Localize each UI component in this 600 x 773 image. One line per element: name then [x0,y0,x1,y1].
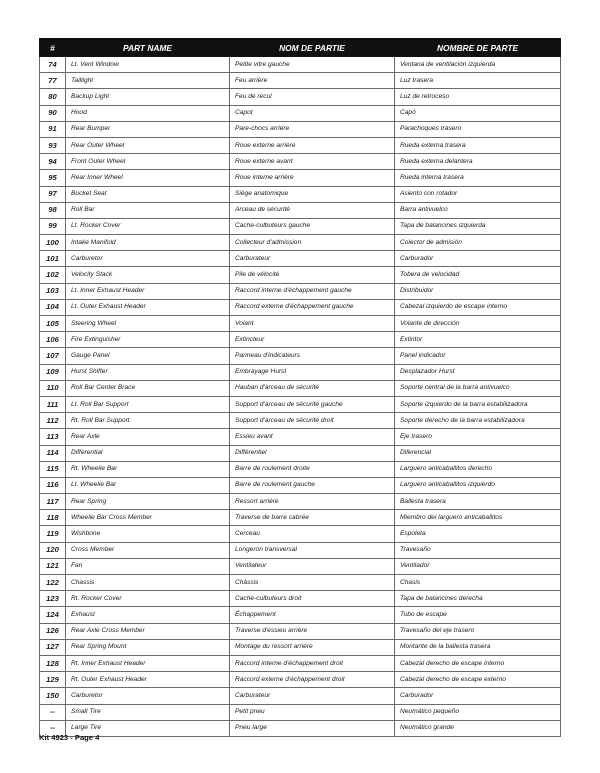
part-name-spanish: Capó [395,105,561,121]
part-name-french: Arceau de sécurité [230,202,395,218]
part-name-english: Rear Axle [66,429,230,445]
part-name-french: Châssis [230,575,395,591]
part-name-english: Lt. Outer Exhaust Header [66,299,230,315]
table-row [40,121,561,137]
part-number: 127 [40,639,66,655]
part-number: 113 [40,429,66,445]
table-row [40,364,561,380]
part-name-french: Longeron transversal [230,542,395,558]
part-number: 80 [40,89,66,105]
part-name-french: Siège anatomique [230,186,395,202]
table-row [40,170,561,186]
part-name-english: Chassis [66,575,230,591]
part-name-spanish: Ventana de ventilación izquierda [395,57,561,73]
part-name-spanish: Luz trasera [395,73,561,89]
part-name-english: Rt. Roll Bar Support [66,413,230,429]
part-name-spanish: Soporte derecho de la barra estabilizadora [395,413,561,429]
part-name-spanish: Neumático pequeño [395,704,561,720]
part-name-french: Cache-culbuteurs gauche [230,218,395,234]
part-name-english: Intake Manifold [66,235,230,251]
table-row [40,413,561,429]
part-name-spanish: Asiento con rotador [395,186,561,202]
part-name-spanish: Travesaño [395,542,561,558]
part-name-french: Volant [230,316,395,332]
part-name-french: Embrayage Hurst [230,364,395,380]
part-number: 74 [40,57,66,73]
table-row [40,720,561,736]
part-number: 107 [40,348,66,364]
table-row [40,623,561,639]
part-name-french: Collecteur d'admission [230,235,395,251]
table-row [40,591,561,607]
part-name-spanish: Montante de la ballesta trasera [395,639,561,655]
part-name-french: Cerceau [230,526,395,542]
part-name-english: Rear Outer Wheel [66,137,230,153]
table-row [40,461,561,477]
part-name-english: Cross Member [66,542,230,558]
part-name-french: Traverse de barre cabrée [230,510,395,526]
part-name-spanish: Neumático grande [395,720,561,736]
part-name-french: Support d'arceau de sécurité droit [230,413,395,429]
part-name-spanish: Carburador [395,251,561,267]
part-name-spanish: Barra antivuelco [395,202,561,218]
part-name-english: Bucket Seat [66,186,230,202]
part-number: 117 [40,494,66,510]
part-name-english: Large Tire [66,720,230,736]
part-name-spanish: Colector de admisión [395,235,561,251]
part-name-english: Rt. Rocker Cover [66,591,230,607]
part-name-english: Velocity Stack [66,267,230,283]
part-number: 116 [40,477,66,493]
part-number: 124 [40,607,66,623]
table-row [40,429,561,445]
table-row [40,380,561,396]
table-row [40,688,561,704]
part-number: 93 [40,137,66,153]
part-number: 77 [40,73,66,89]
part-name-french: Essieu avant [230,429,395,445]
table-row [40,299,561,315]
table-row [40,558,561,574]
part-name-spanish: Cabezal derecho de escape interno [395,655,561,671]
table-row [40,575,561,591]
part-name-spanish: Rueda interna trasera [395,170,561,186]
part-name-english: Lt. Vent Window [66,57,230,73]
table-row [40,704,561,720]
part-name-french: Barre de roulement gauche [230,477,395,493]
page-footer: Kit 4923 - Page 4 [39,733,100,742]
part-name-english: Gauge Panel [66,348,230,364]
part-name-english: Lt. Rocker Cover [66,218,230,234]
part-name-english: Wishbone [66,526,230,542]
part-name-spanish: Ballesta trasera [395,494,561,510]
part-name-french: Roue interne arrière [230,170,395,186]
part-name-spanish: Diferencial [395,445,561,461]
part-name-english: Exhaust [66,607,230,623]
part-name-french: Petit pneu [230,704,395,720]
part-name-spanish: Soporte central de la barra antivuelco [395,380,561,396]
part-name-french: Feu arrière [230,73,395,89]
part-name-spanish: Tapa de balancines izquierda [395,218,561,234]
part-name-french: Support d'arceau de sécurité gauche [230,396,395,412]
part-name-english: Fire Extinguisher [66,332,230,348]
part-name-spanish: Chasis [395,575,561,591]
part-name-spanish: Tubo de escape [395,607,561,623]
part-name-spanish: Volante de dirección [395,316,561,332]
table-row [40,445,561,461]
part-name-french: Ressort arrière [230,494,395,510]
part-name-english: Rt. Outer Exhaust Header [66,672,230,688]
part-name-french: Cache-culbuteurs droit [230,591,395,607]
part-name-spanish: Miembro del larguero anticaballitos [395,510,561,526]
part-number: 100 [40,235,66,251]
table-row [40,267,561,283]
part-name-french: Petite vitre gauche [230,57,395,73]
part-number: 91 [40,121,66,137]
part-name-spanish: Eje trasero [395,429,561,445]
table-row [40,348,561,364]
part-name-spanish: Panel indicador [395,348,561,364]
part-name-french: Roue externe avant [230,154,395,170]
part-name-french: Carburateur [230,688,395,704]
part-number: 109 [40,364,66,380]
part-number: -- [40,704,66,720]
part-name-spanish: Tobera de velocidad [395,267,561,283]
part-number: 101 [40,251,66,267]
part-name-spanish: Desplazador Hurst [395,364,561,380]
part-name-french: Ventilateur [230,558,395,574]
part-number: 98 [40,202,66,218]
part-name-french: Pneu large [230,720,395,736]
part-name-english: Carburetor [66,251,230,267]
part-name-english: Roll Bar [66,202,230,218]
part-name-spanish: Carburador [395,688,561,704]
part-name-spanish: Ventilador [395,558,561,574]
table-row [40,655,561,671]
part-number: 97 [40,186,66,202]
part-number: 123 [40,591,66,607]
part-name-spanish: Parachoques trasero [395,121,561,137]
parts-table-body [40,57,561,737]
part-number: 126 [40,623,66,639]
part-name-spanish: Espoleta [395,526,561,542]
table-row [40,251,561,267]
part-number: 102 [40,267,66,283]
part-number: 122 [40,575,66,591]
part-name-french: Hauban d'arceau de sécurité [230,380,395,396]
part-name-english: Fan [66,558,230,574]
part-name-french: Barre de roulement droite [230,461,395,477]
part-name-english: Lt. Inner Exhaust Header [66,283,230,299]
part-number: 120 [40,542,66,558]
parts-list-page [39,38,560,737]
part-name-french: Raccord externe d'échappement gauche [230,299,395,315]
part-name-french: Extincteur [230,332,395,348]
table-row [40,396,561,412]
part-name-english: Carburetor [66,688,230,704]
part-name-spanish: Cabezal derecho de escape externo [395,672,561,688]
part-name-spanish: Tapa de balancines derecha [395,591,561,607]
part-name-spanish: Travesaño del eje trasero [395,623,561,639]
part-name-english: Rear Axle Cross Member [66,623,230,639]
part-name-english: Rear Spring [66,494,230,510]
part-name-french: Pare-chocs arrière [230,121,395,137]
part-name-spanish: Larguero anticaballitos derecho [395,461,561,477]
part-number: 95 [40,170,66,186]
table-row [40,477,561,493]
table-row [40,316,561,332]
table-row [40,672,561,688]
table-row [40,137,561,153]
part-name-spanish: Larguero anticaballitos izquierdo [395,477,561,493]
part-name-spanish: Soporte izquierdo de la barra estabilizadora [395,396,561,412]
part-name-english: Taillight [66,73,230,89]
part-number: 118 [40,510,66,526]
table-row [40,186,561,202]
table-row [40,89,561,105]
part-name-english: Backup Light [66,89,230,105]
column-header-nom-de-partie: NOM DE PARTIE [230,39,395,57]
table-row [40,494,561,510]
part-name-english: Wheelie Bar Cross Member [66,510,230,526]
part-number: 121 [40,558,66,574]
part-name-english: Small Tire [66,704,230,720]
table-row [40,154,561,170]
table-row [40,542,561,558]
table-row [40,57,561,73]
part-name-spanish: Extintor [395,332,561,348]
table-row [40,218,561,234]
part-name-french: Différentiel [230,445,395,461]
part-name-english: Hood [66,105,230,121]
part-name-spanish: Rueda externa delantera [395,154,561,170]
table-row [40,639,561,655]
part-number: 114 [40,445,66,461]
table-row [40,235,561,251]
part-number: 104 [40,299,66,315]
part-number: 128 [40,655,66,671]
table-row [40,105,561,121]
part-number: 105 [40,316,66,332]
part-name-spanish: Distribuidor [395,283,561,299]
part-name-english: Front Outer Wheel [66,154,230,170]
table-row [40,607,561,623]
column-header-part-name: PART NAME [66,39,230,57]
part-number: 99 [40,218,66,234]
part-number: 112 [40,413,66,429]
table-header-row [40,39,561,57]
part-number: 111 [40,396,66,412]
table-row [40,73,561,89]
part-name-english: Rt. Inner Exhaust Header [66,655,230,671]
part-name-english: Lt. Roll Bar Support [66,396,230,412]
part-name-english: Roll Bar Center Brace [66,380,230,396]
part-name-french: Feu de recul [230,89,395,105]
column-header-nombre-de-parte: NOMBRE DE PARTE [395,39,561,57]
part-name-french: Montage du ressort arrière [230,639,395,655]
part-number: -- [40,720,66,736]
table-row [40,526,561,542]
table-row [40,283,561,299]
part-name-english: Rear Bumper [66,121,230,137]
part-name-french: Raccord interne d'échappement gauche [230,283,395,299]
table-row [40,332,561,348]
part-name-english: Rear Spring Mount [66,639,230,655]
part-number: 110 [40,380,66,396]
part-number: 103 [40,283,66,299]
part-name-english: Differential [66,445,230,461]
parts-table [39,38,561,737]
part-number: 129 [40,672,66,688]
part-name-french: Pile de vélocité [230,267,395,283]
part-name-english: Steering Wheel [66,316,230,332]
part-name-french: Raccord externe d'échappement droit [230,672,395,688]
part-name-spanish: Luz de retroceso [395,89,561,105]
table-row [40,510,561,526]
table-row [40,202,561,218]
part-number: 150 [40,688,66,704]
part-number: 94 [40,154,66,170]
part-name-english: Rt. Wheelie Bar [66,461,230,477]
part-name-french: Raccord interne d'échappement droit [230,655,395,671]
part-name-english: Lt. Wheelie Bar [66,477,230,493]
part-number: 115 [40,461,66,477]
part-name-spanish: Cabezal izquierdo de escape interno [395,299,561,315]
part-name-french: Échappement [230,607,395,623]
part-name-french: Traverse d'essieu arrière [230,623,395,639]
part-name-french: Carburateur [230,251,395,267]
part-name-spanish: Rueda externa trasera [395,137,561,153]
column-header-number: # [40,39,66,57]
part-number: 106 [40,332,66,348]
part-number: 119 [40,526,66,542]
part-number: 90 [40,105,66,121]
part-name-english: Hurst Shifter [66,364,230,380]
part-name-english: Rear Inner Wheel [66,170,230,186]
part-name-french: Panneau d'indicateurs [230,348,395,364]
part-name-french: Roue externe arrière [230,137,395,153]
part-name-french: Capot [230,105,395,121]
